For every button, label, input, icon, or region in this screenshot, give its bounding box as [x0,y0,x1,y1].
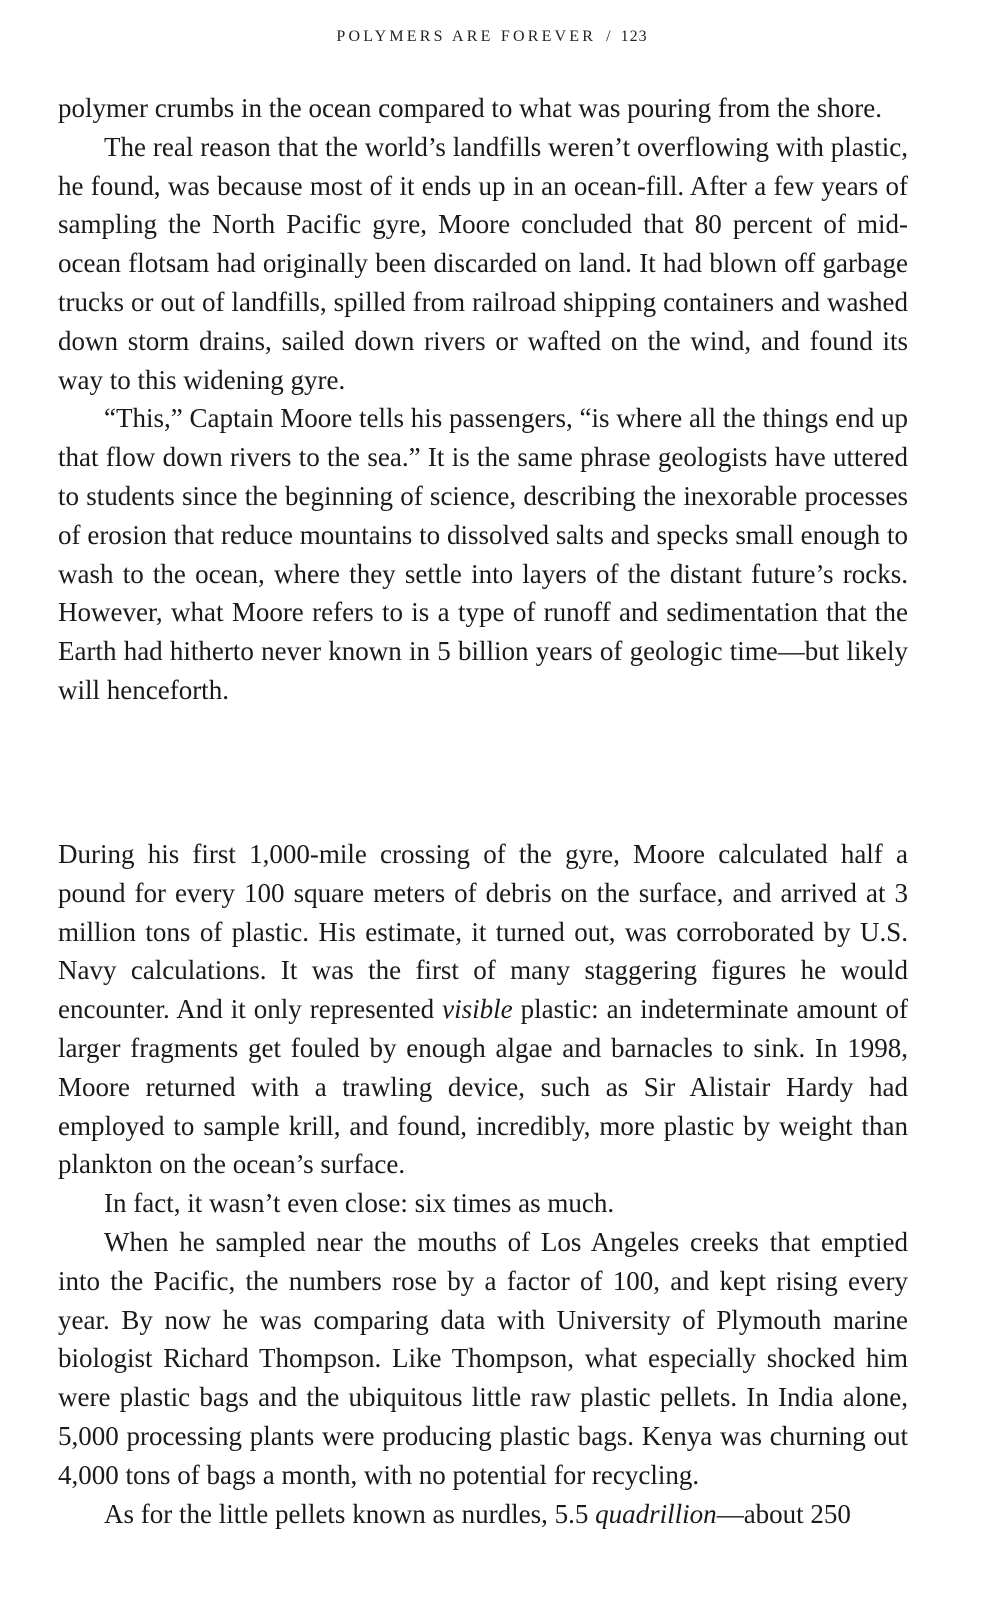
running-head-separator: / [606,28,611,45]
page-number: 123 [620,28,648,45]
paragraph [58,835,908,1184]
running-head-title: POLYMERS ARE FOREVER [336,28,597,45]
emphasized-word: quadrillion [595,1498,717,1529]
text-run: As for the little pellets known as nurdles, 5.5 [104,1498,596,1529]
emphasized-word: visible [442,994,513,1025]
text-run: plastic: an indeterminate amount of larger fragments get fouled by enough algae and barnacles to sink. In 1998, Moore returned with a trawling device, such as Sir Alistair Hardy had employed to sample krill, and found, incredibly, more plastic by weight than plankton on the ocean’s surface. [58,994,908,1180]
paragraph-continued: polymer crumbs in the ocean compared to what was pouring from the shore. [58,93,883,123]
running-head [0,28,984,46]
paragraph [58,1495,908,1534]
text-run: —about 250 [716,1498,851,1529]
paragraph: “This,” Captain Moore tells his passengers, “is where all the things end up that flow down rivers to the sea.” It is the same phrase geologists have uttered to students since the beginning of science, describing the inexorable processes of erosion that reduce mountains to dissolved salts and specks small enough to wash to the ocean, where they settle into layers of the distant future’s rocks. However, what Moore refers to is a type of runoff and sedimentation that the Earth had hitherto never known in 5 billion years of geologic time—but likely will henceforth. [58,403,908,705]
paragraph: The real reason that the world’s landfills weren’t overflowing with plastic, he found, was because most of it ends up in an ocean-fill. After a few years of sampling the North Pacific gyre, Moore concluded that 80 percent of mid-ocean flotsam had originally been discarded on land. It had blown off garbage trucks or out of landfills, spilled from railroad shipping containers and washed down storm drains, sailed down rivers or wafted on the wind, and found its way to this widening gyre. [58,131,908,395]
paragraph: When he sampled near the mouths of Los Angeles creeks that emptied into the Pacific, the numbers rose by a factor of 100, and kept rising every year. By now he was comparing data with University of Plymouth marine biologist Richard Thompson. Like Thompson, what especially shocked him were plastic bags and the ubiquitous little raw plastic pellets. In India alone, 5,000 processing plants were producing plastic bags. Kenya was churning out 4,000 tons of bags a month, with no potential for recycling. [58,1226,908,1490]
body-text-section-1 [58,89,908,710]
paragraph: In fact, it wasn’t even close: six times as much. [104,1188,615,1219]
text-run: During his first 1,000-mile crossing of the gyre, Moore calculated half a pound for every 100 square meters of debris on the surface, and arrived at 3 million tons of plastic. His estimate, it turned out, was corroborated by U.S. Navy calculations. It was the first of many staggering figures he would encounter. And it only represented [58,839,908,1025]
body-text-section-2 [58,835,908,1533]
